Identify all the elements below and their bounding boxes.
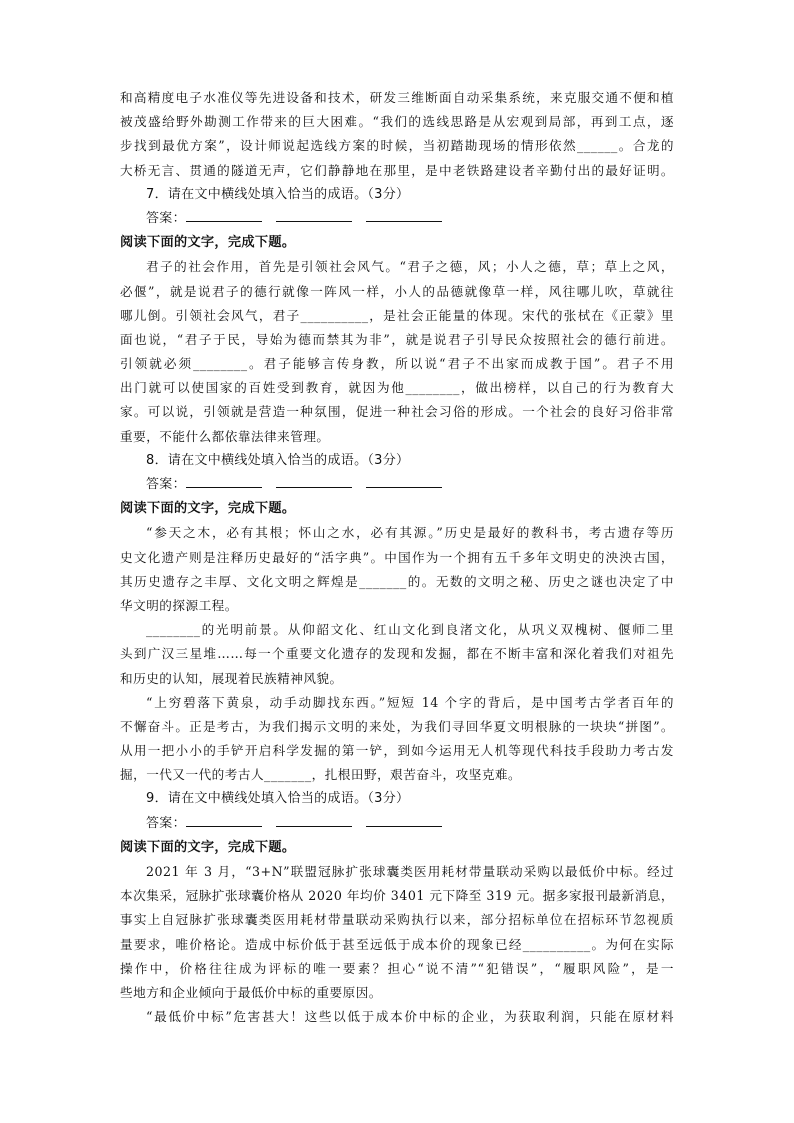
text-line: 引领就必须________。君子能够言传身教，所以说“君子不出家而成教于国”。君子不用 bbox=[120, 356, 674, 372]
text-line: 事实上自冠脉扩张球囊类医用耗材带量联动采购执行以来，部分招标单位在招标环节忽视质 bbox=[120, 912, 674, 928]
text-line: 2021 年 3 月，“3+N”联盟冠脉扩张球囊类医用耗材带量联动采购以最低价中标。经过 bbox=[146, 864, 674, 879]
question-9: 9．请在文中横线处填入恰当的成语。（3分） bbox=[146, 791, 410, 807]
answer-blank[interactable] bbox=[276, 475, 352, 488]
text-line: 史文化遗产则是注释历史最好的“活字典”。中国作为一个拥有五千多年文明史的泱泱古国， bbox=[120, 549, 674, 565]
text-line: 其历史遗存之丰厚、文化文明之辉煌是_______的。无数的文明之秘、历史之谜也决定了中 bbox=[120, 573, 674, 589]
text-line: 些地方和企业倾向于最低价中标的重要原因。 bbox=[120, 984, 382, 1000]
text-line: 头到广汉三星堆……每一个重要文化遗存的发现和发掘，都在不断丰富和深化着我们对祖先 bbox=[120, 646, 674, 662]
answer-blank[interactable] bbox=[366, 814, 442, 827]
question-7: 7．请在文中横线处填入恰当的成语。（3分） bbox=[146, 186, 410, 202]
answer-blank[interactable] bbox=[366, 209, 442, 222]
text-line: 掘，一代又一代的考古人_______，扎根田野，艰苦奋斗，攻坚克难。 bbox=[120, 767, 522, 783]
passage-archaeology bbox=[120, 521, 674, 787]
text-line: ________的光明前景。从仰韶文化、红山文化到良渚文化，从巩义双槐树、偃师二里 bbox=[146, 622, 674, 638]
answer-label: 答案： bbox=[146, 477, 186, 492]
answer-row-7 bbox=[120, 207, 674, 231]
text-line: 本次集采，冠脉扩张球囊价格从 2020 年均价 3401 元下降至 319 元。据多家报刊最新消息， bbox=[120, 888, 674, 904]
text-line: 步找到最优方案”，设计师说起选线方案的时候，当初踏勘现场的情形依然______。合龙的 bbox=[120, 138, 674, 154]
text-line: 华文明的探源工程。 bbox=[120, 597, 238, 613]
answer-blank[interactable] bbox=[276, 209, 352, 222]
text-line: 不懈奋斗。正是考古，为我们揭示文明的来处，为我们寻回华夏文明根脉的一块块“拼图”。 bbox=[120, 718, 674, 734]
section-heading: 阅读下面的文字，完成下题。 bbox=[120, 235, 296, 251]
answer-row-8 bbox=[120, 473, 674, 497]
answer-blank[interactable] bbox=[186, 209, 262, 222]
text-line: 和历史的认知，展现着民族精神风貌。 bbox=[120, 670, 343, 686]
section-heading: 阅读下面的文字，完成下题。 bbox=[120, 839, 296, 855]
answer-blank[interactable] bbox=[366, 475, 442, 488]
answer-blank[interactable] bbox=[186, 475, 262, 488]
text-line: 家。可以说，引领就是营造一种氛围，促进一种社会习俗的形成。一个社会的良好习俗非常 bbox=[120, 404, 674, 420]
passage-junzi bbox=[120, 255, 674, 449]
answer-row-9 bbox=[120, 812, 674, 836]
text-line: 操作中，价格往往成为评标的唯一要素？担心“说不清”“犯错误”，“履职风险”，是一 bbox=[120, 960, 674, 976]
text-line: 君子的社会作用，首先是引领社会风气。“君子之德，风；小人之德，草；草上之风， bbox=[146, 259, 674, 275]
text-line: 必偃”，就是说君子的德行就像一阵风一样，小人的品德就像草一样，风往哪儿吹，草就往 bbox=[120, 283, 674, 299]
answer-label: 答案： bbox=[146, 815, 186, 831]
passage-fragment bbox=[120, 86, 674, 183]
document-page bbox=[120, 86, 674, 1029]
text-line: 被茂盛给野外勘测工作带来的巨大困难。“我们的选线思路是从宏观到局部，再到工点，逐 bbox=[120, 114, 674, 130]
text-line: “参天之木，必有其根；怀山之水，必有其源。”历史是最好的教科书，考古遗存等历 bbox=[146, 525, 674, 541]
text-line: 和高精度电子水准仪等先进设备和技术，研发三维断面自动采集系统，来克服交通不便和植 bbox=[120, 90, 674, 105]
text-line: “上穷碧落下黄泉，动手动脚找东西。”短短 14 个字的背后，是中国考古学者百年的 bbox=[146, 694, 674, 710]
passage-procurement bbox=[120, 860, 674, 1029]
text-line: 面也说，“君子于民，导始为德而禁其为非”，就是说君子引导民众按照社会的德行前进。 bbox=[120, 331, 674, 347]
answer-blank[interactable] bbox=[276, 814, 352, 827]
section-heading: 阅读下面的文字，完成下题。 bbox=[120, 501, 296, 517]
text-line: 重要，不能什么都依靠法律来管理。 bbox=[120, 428, 330, 444]
text-line: “最低价中标”危害甚大！这些以低于成本价中标的企业，为获取利润，只能在原材料 bbox=[146, 1009, 674, 1025]
text-line: 大桥无言、贯通的隧道无声，它们静静地在那里，是中老铁路建设者辛勤付出的最好证明。 bbox=[120, 162, 674, 178]
text-line: 哪儿倒。引领社会风气，君子__________，是社会正能量的体现。宋代的张栻在《正蒙》里 bbox=[120, 307, 674, 323]
text-line: 量要求，唯价格论。造成中标价低于甚至远低于成本价的现象已经__________。为何在实际 bbox=[120, 936, 674, 952]
text-line: 出门就可以使国家的百姓受到教育，就因为他________，做出榜样，以自己的行为教育大 bbox=[120, 380, 674, 396]
answer-blank[interactable] bbox=[186, 814, 262, 827]
answer-label: 答案： bbox=[146, 210, 186, 226]
question-8: 8．请在文中横线处填入恰当的成语。（3分） bbox=[146, 452, 410, 468]
text-line: 从用一把小小的手铲开启科学发掘的第一铲，到如今运用无人机等现代科技手段助力考古发 bbox=[120, 743, 674, 759]
